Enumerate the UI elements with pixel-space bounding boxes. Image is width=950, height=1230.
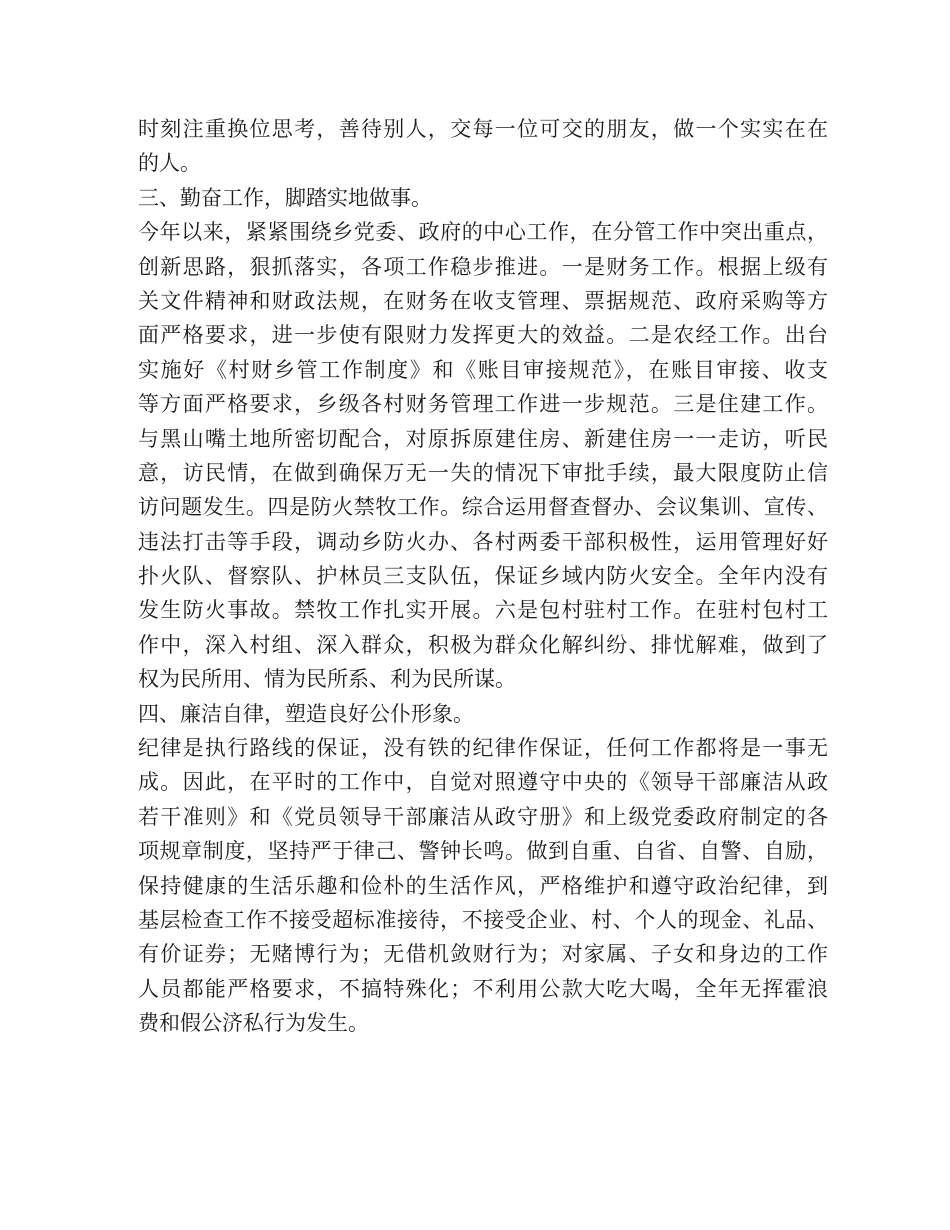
text-line: 时刻注重换位思考，善待别人，交每一位可交的朋友，做一个实实在在 <box>138 117 828 141</box>
text-line: 人员都能严格要求，不搞特殊化；不利用公款大吃大喝，全年无挥霍浪 <box>138 976 828 1001</box>
text-line: 保持健康的生活乐趣和俭朴的生活作风，严格维护和遵守政治纪律，到 <box>138 873 828 898</box>
text-line: 创新思路，狠抓落实，各项工作稳步推进。一是财务工作。根据上级有 <box>138 254 828 279</box>
text-line: 有价证券；无赌博行为；无借机敛财行为；对家属、子女和身边的工作 <box>138 942 828 967</box>
text-line: 意，访民情，在做到确保万无一失的情况下审批手续，最大限度防止信 <box>138 460 828 485</box>
text-line: 权为民所用、情为民所系、利为民所谋。 <box>138 667 516 692</box>
text-line: 项规章制度，坚持严于律己、警钟长鸣。做到自重、自省、自警、自励， <box>138 839 828 864</box>
text-line: 扑火队、督察队、护林员三支队伍，保证乡域内防火安全。全年内没有 <box>138 564 828 589</box>
text-line: 实施好《村财乡管工作制度》和《账目审接规范》，在账目审接、收支 <box>138 357 828 382</box>
text-line: 访问题发生。四是防火禁牧工作。综合运用督查督办、会议集训、宣传、 <box>138 495 828 520</box>
text-line: 发生防火事故。禁牧工作扎实开展。六是包村驻村工作。在驻村包村工 <box>138 598 828 623</box>
text-line: 成。因此，在平时的工作中，自觉对照遵守中央的《领导干部廉洁从政 <box>138 770 828 795</box>
text-line: 关文件精神和财政法规，在财务在收支管理、票据规范、政府采购等方 <box>138 288 828 313</box>
text-line: 违法打击等手段，调动乡防火办、各村两委干部积极性，运用管理好好 <box>138 529 828 554</box>
text-line: 与黑山嘴土地所密切配合，对原拆原建住房、新建住房一一走访，听民 <box>138 426 828 451</box>
document-body <box>138 112 828 1041</box>
text-line: 今年以来，紧紧围绕乡党委、政府的中心工作，在分管工作中突出重点， <box>138 220 828 245</box>
section-heading: 四、廉洁自律，塑造良好公仆形象。 <box>138 701 474 726</box>
text-line: 的人。 <box>138 151 201 176</box>
text-line: 面严格要求，进一步使有限财力发挥更大的效益。二是农经工作。出台 <box>138 323 828 348</box>
section-heading: 三、勤奋工作，脚踏实地做事。 <box>138 185 432 210</box>
text-line: 基层检查工作不接受超标准接待，不接受企业、村、个人的现金、礼品、 <box>138 907 828 932</box>
text-line: 作中，深入村组、深入群众，积极为群众化解纠纷、排忧解难，做到了 <box>138 632 828 657</box>
text-line: 纪律是执行路线的保证，没有铁的纪律作保证，任何工作都将是一事无 <box>138 736 828 761</box>
text-line: 费和假公济私行为发生。 <box>138 1011 369 1036</box>
text-line: 若干准则》和《党员领导干部廉洁从政守册》和上级党委政府制定的各 <box>138 804 828 829</box>
text-line: 等方面严格要求，乡级各村财务管理工作进一步规范。三是住建工作。 <box>138 392 828 417</box>
